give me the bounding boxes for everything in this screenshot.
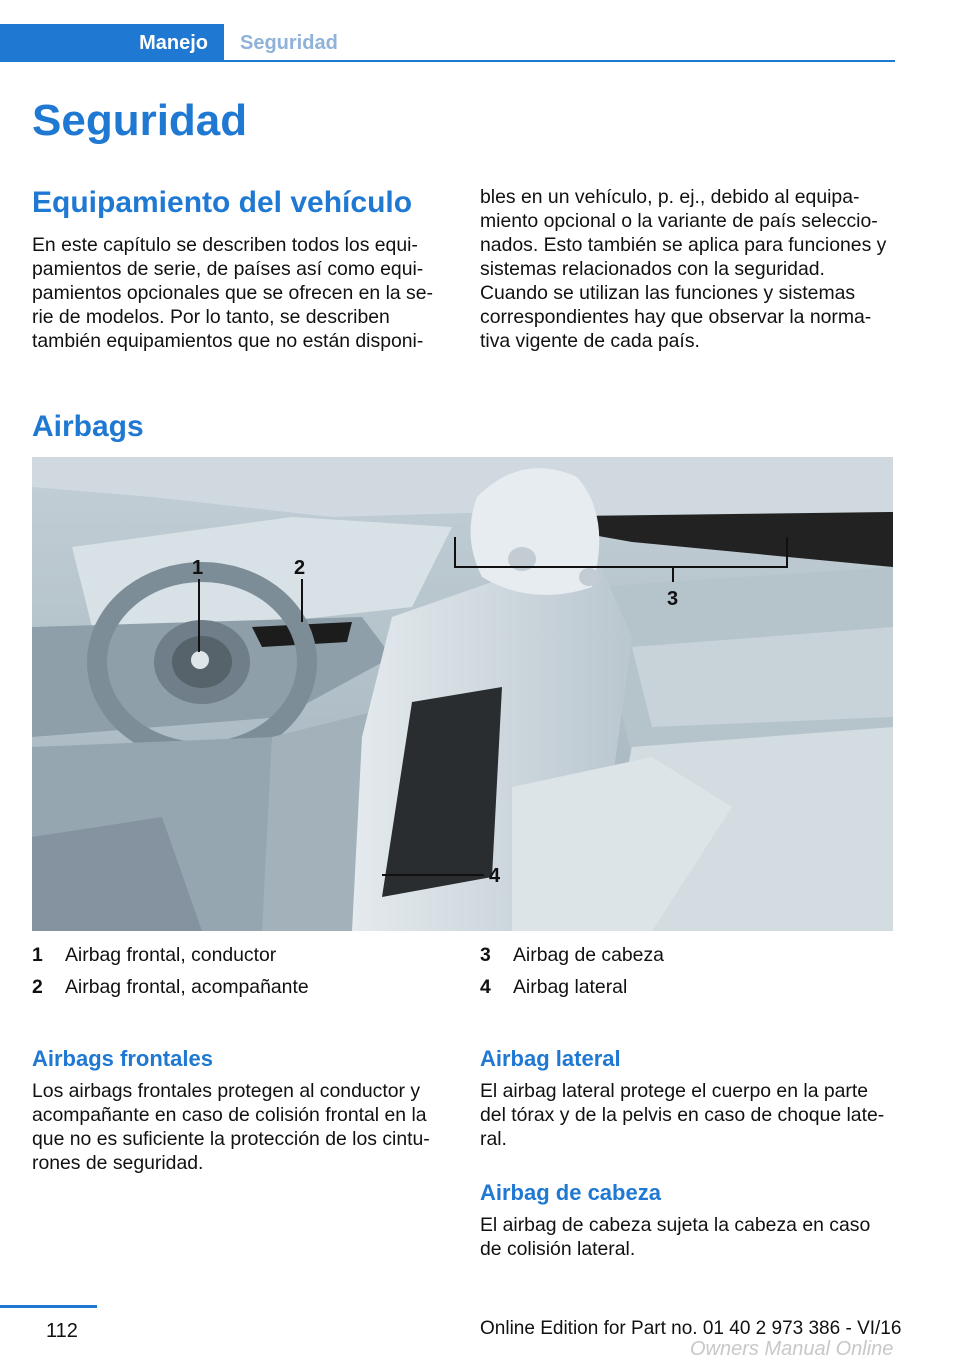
- text-line: En este capítulo se describen todos los equi‐: [32, 234, 418, 256]
- page-title: Seguridad: [32, 96, 248, 145]
- callout-2: 2: [294, 557, 306, 579]
- text-line: Los airbags frontales protegen al conductor y: [32, 1080, 421, 1102]
- legend-number: 2: [32, 976, 43, 998]
- paragraph-equipamiento-right: [480, 185, 895, 353]
- legend-text: Airbag frontal, conductor: [65, 944, 277, 966]
- footer-divider: [0, 1305, 97, 1308]
- text-line: pamientos opcionales que se ofrecen en la se‐: [32, 282, 433, 304]
- legend-text: Airbag frontal, acompañante: [65, 976, 309, 998]
- text-line: de colisión lateral.: [480, 1238, 636, 1260]
- legend-text: Airbag lateral: [513, 976, 628, 998]
- text-line: ral.: [480, 1128, 507, 1150]
- legend-item: [480, 976, 627, 999]
- airbags-illustration: [32, 457, 893, 931]
- text-line: también equipamientos que no están disponi‐: [32, 330, 424, 352]
- tab-seguridad[interactable]: Seguridad: [240, 31, 338, 54]
- header-divider: [0, 60, 895, 62]
- text-line: bles en un vehículo, p. ej., debido al equipa‐: [480, 186, 860, 208]
- text-line: del tórax y de la pelvis en caso de choque late‐: [480, 1104, 885, 1126]
- text-line: nados. Esto también se aplica para funciones y: [480, 234, 887, 256]
- section-heading-airbags: Airbags: [32, 410, 144, 443]
- legend-item: [32, 976, 309, 999]
- text-line: pamientos de serie, de países así como equi‐: [32, 258, 424, 280]
- watermark: Owners Manual Online: [690, 1338, 894, 1360]
- paragraph-airbag-cabeza: [480, 1213, 895, 1261]
- page-header: [0, 0, 960, 62]
- text-line: El airbag de cabeza sujeta la cabeza en caso: [480, 1214, 871, 1236]
- callout-3: 3: [667, 588, 679, 610]
- legend-item: [32, 944, 276, 967]
- legend-number: 4: [480, 976, 491, 998]
- subheading-airbag-lateral: Airbag lateral: [480, 1046, 621, 1071]
- legend-number: 3: [480, 944, 491, 966]
- text-line: correspondientes hay que observar la norma‐: [480, 306, 872, 328]
- text-line: rones de seguridad.: [32, 1152, 204, 1174]
- paragraph-airbags-frontales: [32, 1079, 444, 1175]
- legend-item: [480, 944, 664, 967]
- callout-4: 4: [489, 865, 501, 887]
- legend-text: Airbag de cabeza: [513, 944, 664, 966]
- edition-note: Online Edition for Part no. 01 40 2 973 386 - VI/16: [480, 1318, 902, 1339]
- paragraph-equipamiento-left: [32, 233, 444, 353]
- paragraph-airbag-lateral: [480, 1079, 895, 1151]
- tab-manejo[interactable]: Manejo: [0, 24, 224, 62]
- text-line: acompañante en caso de colisión frontal en la: [32, 1104, 427, 1126]
- text-line: rie de modelos. Por lo tanto, se describen: [32, 306, 390, 328]
- text-line: tiva vigente de cada país.: [480, 330, 700, 352]
- text-line: El airbag lateral protege el cuerpo en la parte: [480, 1080, 869, 1102]
- text-line: Cuando se utilizan las funciones y sistemas: [480, 282, 856, 304]
- subheading-airbags-frontales: Airbags frontales: [32, 1046, 213, 1071]
- section-heading-equipamiento: Equipamiento del vehículo: [32, 186, 413, 219]
- legend-number: 1: [32, 944, 43, 966]
- text-line: sistemas relacionados con la seguridad.: [480, 258, 825, 280]
- callout-1: 1: [192, 557, 204, 579]
- subheading-airbag-cabeza: Airbag de cabeza: [480, 1180, 661, 1205]
- text-line: miento opcional o la variante de país seleccio‐: [480, 210, 878, 232]
- text-line: que no es suficiente la protección de los cintu‐: [32, 1128, 430, 1150]
- page-number: 112: [46, 1320, 78, 1342]
